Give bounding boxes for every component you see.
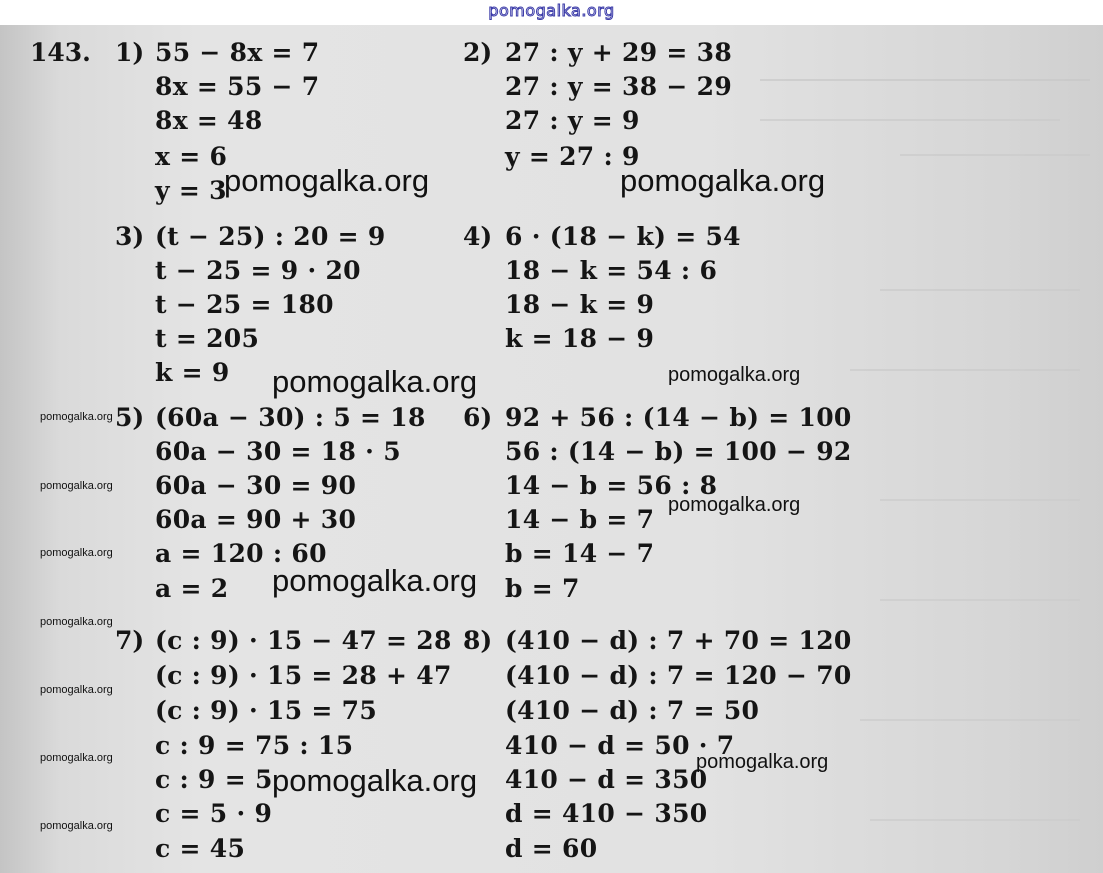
equation-line: c = 5 · 9 xyxy=(155,799,273,828)
watermark: pomogalka.org xyxy=(40,616,113,628)
watermark: pomogalka.org xyxy=(40,480,113,492)
watermark: pomogalka.org xyxy=(272,763,478,798)
equation-line: (60a − 30) : 5 = 18 xyxy=(155,403,426,432)
problem-label: 2) xyxy=(463,38,493,67)
watermark: pomogalka.org xyxy=(272,364,478,399)
equation-line: k = 9 xyxy=(155,358,230,387)
equation-line: 8x = 55 − 7 xyxy=(155,72,320,101)
problem-label: 5) xyxy=(115,403,145,432)
watermark: pomogalka.org xyxy=(224,163,430,198)
equation-line: (410 − d) : 7 = 120 − 70 xyxy=(505,661,852,690)
watermark: pomogalka.org xyxy=(40,684,113,696)
equation-line: 92 + 56 : (14 − b) = 100 xyxy=(505,403,852,432)
equation-line: 8x = 48 xyxy=(155,106,263,135)
equation-line: 56 : (14 − b) = 100 − 92 xyxy=(505,437,852,466)
watermark: pomogalka.org xyxy=(40,411,113,423)
watermark: pomogalka.org xyxy=(696,751,829,773)
watermark: pomogalka.org xyxy=(620,163,826,198)
equation-line: d = 60 xyxy=(505,834,598,863)
equation-line: c : 9 = 75 : 15 xyxy=(155,731,354,760)
problem-label: 1) xyxy=(115,38,145,67)
problem-label: 7) xyxy=(115,626,145,655)
problem-label: 8) xyxy=(463,626,493,655)
equation-line: 55 − 8x = 7 xyxy=(155,38,320,67)
header-watermark: pomogalka.org xyxy=(488,1,615,20)
equation-line: c = 45 xyxy=(155,834,246,863)
exercise-number: 143. xyxy=(30,38,91,67)
equation-line: 27 : y = 38 − 29 xyxy=(505,72,733,101)
problem-label: 3) xyxy=(115,222,145,251)
equation-line: (c : 9) · 15 = 28 + 47 xyxy=(155,661,452,690)
equation-line: b = 7 xyxy=(505,574,580,603)
watermark: pomogalka.org xyxy=(272,563,478,598)
watermark: pomogalka.org xyxy=(668,494,801,516)
equation-line: k = 18 − 9 xyxy=(505,324,655,353)
equation-line: y = 3 xyxy=(155,176,227,205)
equation-line: c : 9 = 5 xyxy=(155,765,273,794)
watermark: pomogalka.org xyxy=(40,752,113,764)
equation-line: (c : 9) · 15 − 47 = 28 xyxy=(155,626,452,655)
equation-line: (410 − d) : 7 = 50 xyxy=(505,696,760,725)
equation-line: 27 : y = 9 xyxy=(505,106,640,135)
equation-line: 27 : y + 29 = 38 xyxy=(505,38,733,67)
equation-line: 6 · (18 − k) = 54 xyxy=(505,222,741,251)
equation-line: 60a − 30 = 90 xyxy=(155,471,357,500)
equation-line: 410 − d = 50 · 7 xyxy=(505,731,735,760)
equation-line: 410 − d = 350 xyxy=(505,765,708,794)
problem-label: 4) xyxy=(463,222,493,251)
equation-line: 60a − 30 = 18 · 5 xyxy=(155,437,401,466)
watermark: pomogalka.org xyxy=(668,364,801,386)
watermark: pomogalka.org xyxy=(40,820,113,832)
equation-line: t = 205 xyxy=(155,324,260,353)
problem-label: 6) xyxy=(463,403,493,432)
equation-line: 60a = 90 + 30 xyxy=(155,505,357,534)
equation-line: t − 25 = 9 · 20 xyxy=(155,256,361,285)
equation-line: 14 − b = 56 : 8 xyxy=(505,471,718,500)
equation-line: d = 410 − 350 xyxy=(505,799,708,828)
equation-line: 18 − k = 9 xyxy=(505,290,655,319)
equation-line: 14 − b = 7 xyxy=(505,505,655,534)
equation-line: (410 − d) : 7 + 70 = 120 xyxy=(505,626,852,655)
equation-line: t − 25 = 180 xyxy=(155,290,334,319)
watermark: pomogalka.org xyxy=(40,547,113,559)
equation-line: a = 120 : 60 xyxy=(155,539,327,568)
equation-line: (t − 25) : 20 = 9 xyxy=(155,222,386,251)
equation-line: (c : 9) · 15 = 75 xyxy=(155,696,378,725)
equation-line: a = 2 xyxy=(155,574,229,603)
equation-line: 18 − k = 54 : 6 xyxy=(505,256,718,285)
equation-line: y = 27 : 9 xyxy=(505,142,640,171)
equation-line: b = 14 − 7 xyxy=(505,539,655,568)
equation-line: x = 6 xyxy=(155,142,228,171)
